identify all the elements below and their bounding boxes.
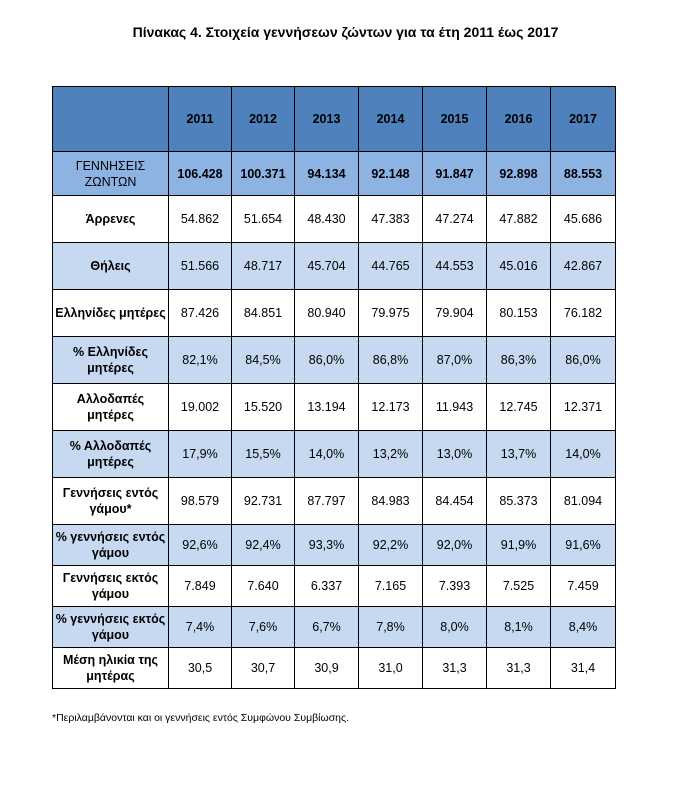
table-cell: 51.654 (232, 196, 295, 243)
table-cell: 98.579 (169, 478, 232, 525)
table-cell: 80.153 (487, 290, 551, 337)
table-row (53, 525, 616, 566)
table-cell: 8,1% (487, 607, 551, 648)
table-cell: 31,4 (551, 648, 616, 689)
year-header: 2014 (359, 87, 423, 152)
table-cell: 92.731 (232, 478, 295, 525)
table-cell: 92,0% (423, 525, 487, 566)
table-cell: 7.525 (487, 566, 551, 607)
table-cell: 13.194 (295, 384, 359, 431)
table-row (53, 196, 616, 243)
table-cell: 13,0% (423, 431, 487, 478)
table-cell: 84.454 (423, 478, 487, 525)
table-cell: 80.940 (295, 290, 359, 337)
table-cell: 45.016 (487, 243, 551, 290)
table-cell: 14,0% (551, 431, 616, 478)
row-label: Μέση ηλικία της μητέρας (53, 648, 169, 689)
table-cell: 92.898 (487, 152, 551, 196)
table-cell: 86,3% (487, 337, 551, 384)
table-cell: 47.882 (487, 196, 551, 243)
corner-cell (53, 87, 169, 152)
year-header: 2013 (295, 87, 359, 152)
table-cell: 88.553 (551, 152, 616, 196)
table-cell: 17,9% (169, 431, 232, 478)
table-cell: 44.553 (423, 243, 487, 290)
table-cell: 14,0% (295, 431, 359, 478)
table-cell: 7,4% (169, 607, 232, 648)
table-row (53, 243, 616, 290)
table-cell: 42.867 (551, 243, 616, 290)
table-cell: 93,3% (295, 525, 359, 566)
header-row (53, 87, 616, 152)
table-row (53, 384, 616, 431)
table-cell: 106.428 (169, 152, 232, 196)
table-cell: 7.393 (423, 566, 487, 607)
table-row (53, 431, 616, 478)
table-cell: 31,0 (359, 648, 423, 689)
row-label: % γεννήσεις εντός γάμου (53, 525, 169, 566)
table-cell: 30,5 (169, 648, 232, 689)
table-cell: 84.983 (359, 478, 423, 525)
table-cell: 7,6% (232, 607, 295, 648)
table-cell: 81.094 (551, 478, 616, 525)
table-cell: 19.002 (169, 384, 232, 431)
year-header: 2011 (169, 87, 232, 152)
table-cell: 45.704 (295, 243, 359, 290)
table-cell: 79.975 (359, 290, 423, 337)
table-cell: 7.849 (169, 566, 232, 607)
year-header: 2016 (487, 87, 551, 152)
table-cell: 8,4% (551, 607, 616, 648)
table-cell: 31,3 (487, 648, 551, 689)
table-cell: 76.182 (551, 290, 616, 337)
year-header: 2015 (423, 87, 487, 152)
table-cell: 87.797 (295, 478, 359, 525)
table-cell: 84,5% (232, 337, 295, 384)
table-cell: 12.745 (487, 384, 551, 431)
table-row (53, 478, 616, 525)
table-row (53, 152, 616, 196)
table-cell: 92,2% (359, 525, 423, 566)
table-cell: 48.430 (295, 196, 359, 243)
table-cell: 86,0% (295, 337, 359, 384)
births-table (52, 86, 616, 689)
table-cell: 47.383 (359, 196, 423, 243)
row-label: % Αλλοδαπές μητέρες (53, 431, 169, 478)
row-label: Θήλεις (53, 243, 169, 290)
row-label: Γεννήσεις εντός γάμου* (53, 478, 169, 525)
table-row (53, 607, 616, 648)
row-label: % Ελληνίδες μητέρες (53, 337, 169, 384)
table-cell: 91.847 (423, 152, 487, 196)
table-cell: 86,0% (551, 337, 616, 384)
table-cell: 13,7% (487, 431, 551, 478)
table-cell: 31,3 (423, 648, 487, 689)
year-header: 2012 (232, 87, 295, 152)
table-row (53, 648, 616, 689)
table-cell: 7.459 (551, 566, 616, 607)
table-cell: 92,6% (169, 525, 232, 566)
table-cell: 7.640 (232, 566, 295, 607)
table-cell: 47.274 (423, 196, 487, 243)
table-cell: 15.520 (232, 384, 295, 431)
table-cell: 15,5% (232, 431, 295, 478)
table-cell: 7.165 (359, 566, 423, 607)
year-header: 2017 (551, 87, 616, 152)
table-cell: 79.904 (423, 290, 487, 337)
table-cell: 51.566 (169, 243, 232, 290)
footnote: *Περιλαμβάνονται και οι γεννήσεις εντός Συμφώνου Συμβίωσης. (52, 712, 349, 724)
table-cell: 84.851 (232, 290, 295, 337)
table-cell: 12.371 (551, 384, 616, 431)
table-cell: 44.765 (359, 243, 423, 290)
table-cell: 11.943 (423, 384, 487, 431)
table-cell: 92,4% (232, 525, 295, 566)
row-label: Γεννήσεις εκτός γάμου (53, 566, 169, 607)
table-cell: 94.134 (295, 152, 359, 196)
table-cell: 45.686 (551, 196, 616, 243)
table-cell: 30,7 (232, 648, 295, 689)
table-cell: 12.173 (359, 384, 423, 431)
table-cell: 86,8% (359, 337, 423, 384)
table-cell: 85.373 (487, 478, 551, 525)
row-label: Αλλοδαπές μητέρες (53, 384, 169, 431)
table-row (53, 290, 616, 337)
table-row (53, 337, 616, 384)
table-cell: 100.371 (232, 152, 295, 196)
table-cell: 92.148 (359, 152, 423, 196)
table-cell: 7,8% (359, 607, 423, 648)
table-cell: 91,9% (487, 525, 551, 566)
row-label: Άρρενες (53, 196, 169, 243)
table-cell: 91,6% (551, 525, 616, 566)
table-cell: 6.337 (295, 566, 359, 607)
table-cell: 87.426 (169, 290, 232, 337)
table-cell: 87,0% (423, 337, 487, 384)
table-cell: 48.717 (232, 243, 295, 290)
row-label: % γεννήσεις εκτός γάμου (53, 607, 169, 648)
table-cell: 30,9 (295, 648, 359, 689)
table-cell: 82,1% (169, 337, 232, 384)
row-label: Ελληνίδες μητέρες (53, 290, 169, 337)
row-label: ΓΕΝΝΗΣΕΙΣ ΖΩΝΤΩΝ (53, 152, 169, 196)
table-cell: 13,2% (359, 431, 423, 478)
table-cell: 8,0% (423, 607, 487, 648)
table-cell: 6,7% (295, 607, 359, 648)
table-row (53, 566, 616, 607)
table-title: Πίνακας 4. Στοιχεία γεννήσεων ζώντων για τα έτη 2011 έως 2017 (132, 24, 559, 40)
table-cell: 54.862 (169, 196, 232, 243)
